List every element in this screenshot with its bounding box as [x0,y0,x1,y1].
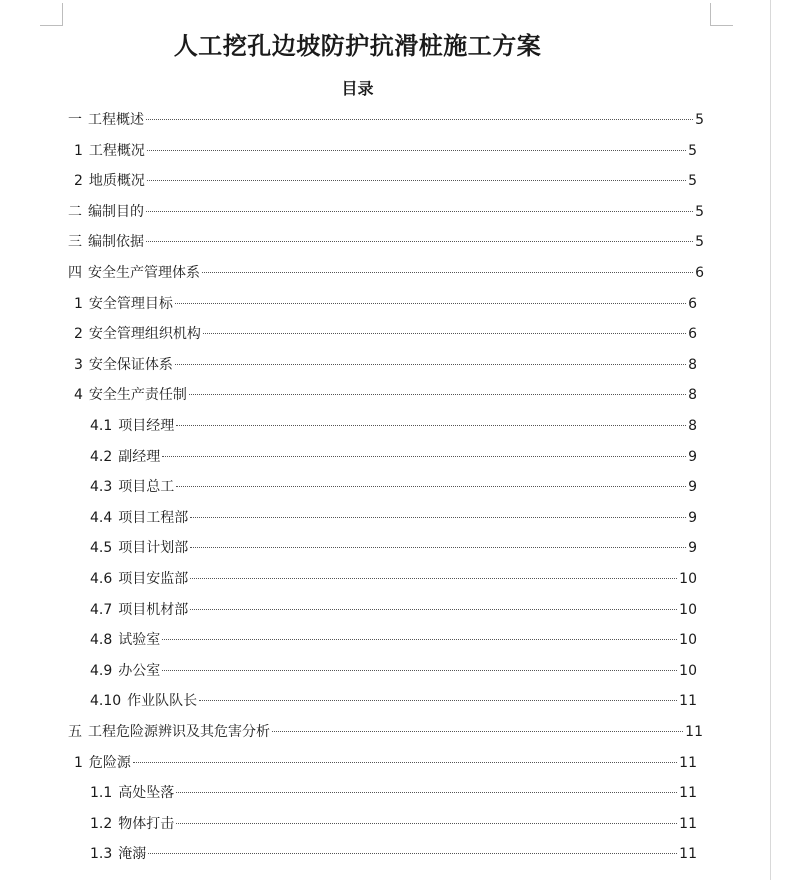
toc-dot-leader [203,333,686,334]
toc-dot-leader [190,609,677,610]
toc-dot-leader [189,394,686,395]
toc-dot-leader [272,731,683,732]
toc-dot-leader [133,762,677,763]
toc-entry-page-number: 11 [679,693,697,710]
toc-entry-number: 1 [74,754,83,771]
toc-entry[interactable] [90,503,697,533]
page-corner-mark-right [710,3,733,26]
toc-entry-number: 4 [74,387,83,404]
toc-entry-number: 4.2 [90,448,113,465]
toc-entry-page-number: 9 [688,448,697,465]
toc-dot-leader [146,211,693,212]
toc-dot-leader [190,578,677,579]
toc-dot-leader [162,670,677,671]
toc-entry-page-number: 5 [688,142,697,159]
toc-entry-label: 工程概况 [88,142,145,159]
toc-entry-number: 2 [74,326,83,343]
toc-dot-leader [147,180,686,181]
toc-entry-page-number: 11 [679,785,697,802]
toc-entry-page-number: 11 [679,846,697,863]
toc-dot-leader [175,303,686,304]
toc-dot-leader [146,119,693,120]
toc-dot-leader [175,364,686,365]
toc-entry-label: 编制依据 [88,234,144,251]
toc-entry-number: 四 [68,265,82,281]
toc-entry-number: 一 [68,112,82,128]
toc-entry[interactable] [90,564,697,594]
toc-entry-label: 编制目的 [88,203,144,220]
page-right-edge [770,0,771,880]
toc-entry-number: 4.1 [90,418,113,434]
toc-entry-label: 作业队队长 [127,693,198,710]
toc-dot-leader [162,456,686,457]
toc-entry-number: 4.3 [90,479,113,496]
toc-entry[interactable] [68,258,704,288]
toc-entry-number: 4.9 [90,662,113,679]
toc-entry-page-number: 5 [688,173,697,190]
toc-entry[interactable] [90,809,697,839]
toc-entry[interactable] [90,411,697,441]
toc-entry-number: 2 [74,173,83,190]
toc-entry[interactable] [90,686,697,716]
toc-dot-leader [176,425,686,426]
toc-entry-page-number: 5 [695,112,704,128]
toc-entry-label: 工程危险源辨识及其危害分析 [88,724,270,740]
toc-entry-number: 4.6 [90,571,113,587]
toc-dot-leader [202,272,693,273]
toc-entry-label: 项目总工 [118,479,175,496]
toc-dot-leader [146,241,693,242]
toc-dot-leader [199,700,677,701]
toc-entry[interactable] [68,105,704,135]
toc-entry-page-number: 9 [688,479,697,496]
toc-entry-number: 4.10 [90,693,122,710]
toc-entry-page-number: 5 [695,234,704,251]
toc-entry-page-number: 10 [679,632,697,649]
toc-dot-leader [190,517,686,518]
toc-entry-label: 工程概述 [88,112,144,128]
toc-dot-leader [176,823,677,824]
toc-entry-page-number: 9 [688,540,697,557]
toc-entry-label: 安全生产管理体系 [88,265,200,281]
document-title: 人工挖孔边坡防护抗滑桩施工方案 [173,31,542,60]
toc-entry-page-number: 11 [685,724,703,740]
toc-entry-label: 项目工程部 [118,509,189,526]
toc-entry-number: 4.7 [90,601,113,618]
toc-entry[interactable] [68,717,703,747]
toc-entry-number: 4.5 [90,540,113,557]
toc-entry-number: 二 [68,203,82,220]
page-corner-mark-left [40,3,63,26]
toc-entry[interactable] [90,625,697,655]
toc-entry-number: 4.4 [90,509,113,526]
toc-entry-number: 4.8 [90,632,113,649]
toc-entry-label: 地质概况 [88,173,145,190]
toc-entry-number: 1.2 [90,815,113,832]
toc-entry[interactable] [90,839,697,869]
toc-entry[interactable] [74,748,697,778]
toc-entry-label: 物体打击 [118,815,175,832]
toc-entry-page-number: 11 [679,754,697,771]
toc-entry[interactable] [68,197,704,227]
toc-entry-number: 1.1 [90,785,113,802]
toc-entry-number: 1 [74,295,83,312]
toc-entry-number: 五 [68,724,82,740]
toc-entry[interactable] [90,442,697,472]
toc-dot-leader [176,792,677,793]
toc-entry[interactable] [90,778,697,808]
toc-entry-number: 三 [68,234,82,251]
toc-entry[interactable] [90,595,697,625]
toc-entry-number: 1.3 [90,846,113,863]
toc-entry-label: 安全管理目标 [88,295,173,312]
toc-entry-label: 项目经理 [118,418,175,434]
toc-entry-page-number: 10 [679,601,697,618]
toc-entry[interactable] [68,227,704,257]
toc-entry-label: 副经理 [118,448,161,465]
toc-entry-page-number: 6 [688,326,697,343]
toc-dot-leader [190,547,686,548]
toc-entry-page-number: 8 [688,356,697,373]
toc-entry-page-number: 5 [695,203,704,220]
toc-entry[interactable] [74,380,697,410]
toc-entry[interactable] [90,472,697,502]
toc-entry-label: 项目安监部 [118,571,189,587]
toc-heading: 目录 [341,79,374,98]
toc-entry-number: 1 [74,142,83,159]
toc-entry[interactable] [74,166,697,196]
toc-entry-label: 危险源 [88,754,131,771]
toc-dot-leader [176,486,686,487]
toc-entry-page-number: 9 [688,509,697,526]
toc-entry-label: 安全生产责任制 [88,387,187,404]
toc-dot-leader [148,853,677,854]
toc-entry-label: 办公室 [118,662,161,679]
toc-entry[interactable] [74,136,697,166]
toc-entry[interactable] [74,289,697,319]
toc-entry-label: 安全管理组织机构 [88,326,201,343]
toc-entry-page-number: 6 [688,295,697,312]
toc-entry-page-number: 6 [695,265,704,281]
toc-entry-number: 3 [74,356,83,373]
toc-entry-label: 安全保证体系 [88,356,173,373]
toc-entry-label: 项目机材部 [118,601,189,618]
toc-dot-leader [147,150,686,151]
toc-entry[interactable] [90,656,697,686]
toc-entry[interactable] [90,533,697,563]
toc-entry-page-number: 10 [679,662,697,679]
toc-entry-page-number: 8 [688,418,697,434]
toc-entry-label: 项目计划部 [118,540,189,557]
toc-dot-leader [162,639,677,640]
toc-entry-label: 高处坠落 [118,785,175,802]
toc-entry-label: 试验室 [118,632,161,649]
toc-entry[interactable] [74,319,697,349]
toc-entry-page-number: 8 [688,387,697,404]
toc-entry-page-number: 11 [679,815,697,832]
toc-entry-label: 淹溺 [118,846,147,863]
toc-entry-page-number: 10 [679,571,697,587]
toc-entry[interactable] [74,350,697,380]
